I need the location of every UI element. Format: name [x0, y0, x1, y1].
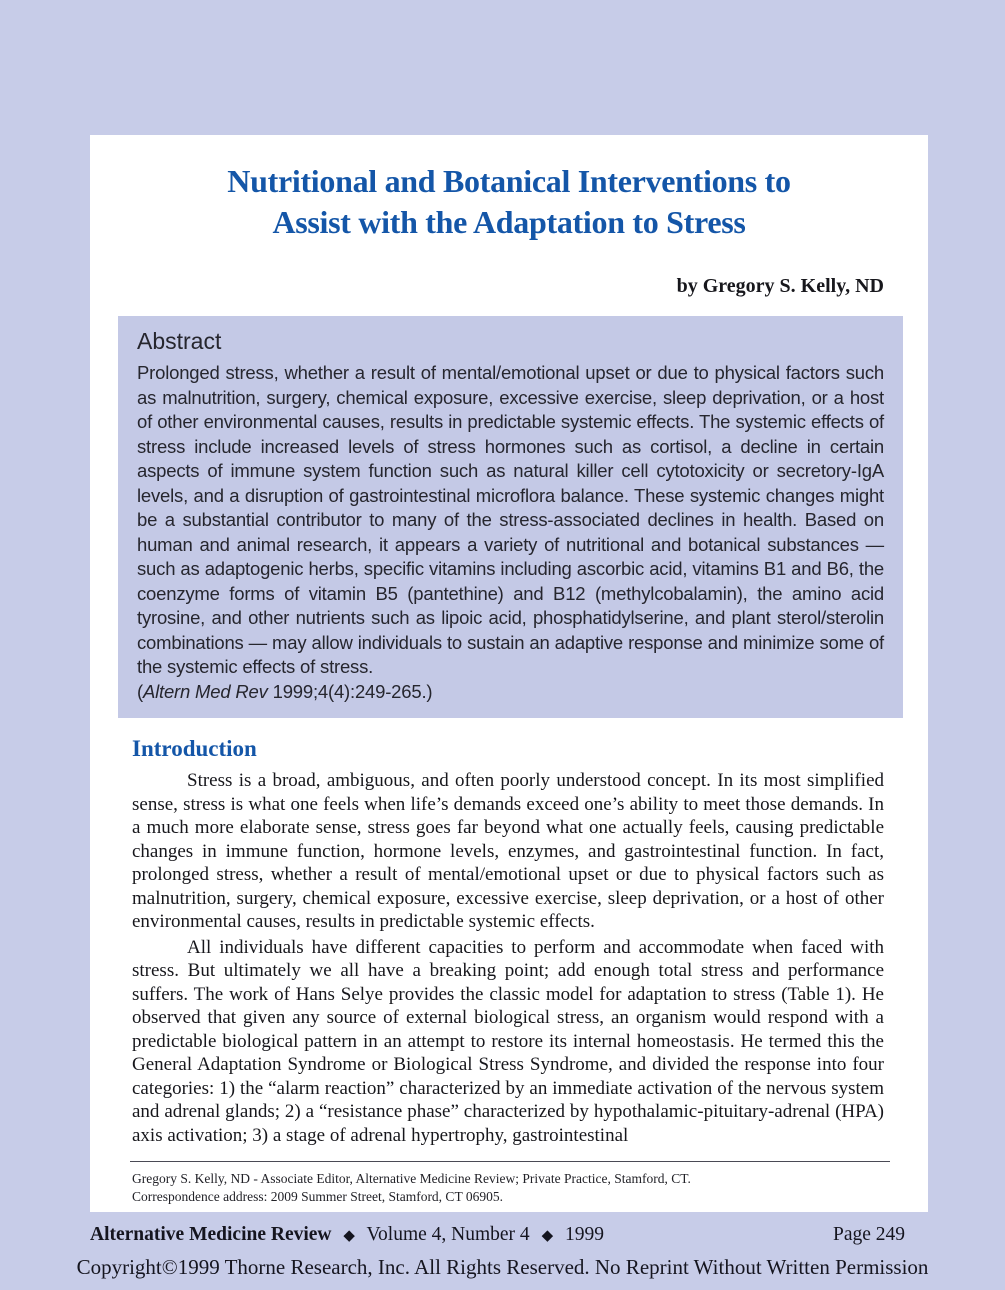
- journal-name: Alternative Medicine Review: [90, 1224, 332, 1245]
- journal-footer: [90, 1224, 905, 1246]
- abstract-box: [118, 316, 903, 718]
- citation-open-paren: (: [137, 680, 143, 702]
- article-title-line2: Assist with the Adaptation to Stress: [272, 204, 746, 240]
- journal-year: 1999: [564, 1224, 604, 1245]
- article-title-line1: Nutritional and Botanical Interventions to: [227, 163, 791, 199]
- article-byline: by Gregory S. Kelly, ND: [676, 275, 884, 297]
- article-sheet: [90, 135, 928, 1212]
- article-title: [120, 161, 898, 243]
- page-number: Page 249: [832, 1224, 905, 1245]
- footnote-divider: [130, 1161, 890, 1162]
- journal-footer-left: [90, 1224, 604, 1246]
- diamond-icon: ◆: [541, 1228, 554, 1244]
- copyright-line: Copyright©1999 Thorne Research, Inc. All Rights Reserved. No Reprint Without Written Permission: [76, 1255, 929, 1279]
- diamond-icon: ◆: [343, 1228, 355, 1244]
- citation-journal-name: Altern Med Rev: [142, 680, 268, 702]
- author-footnote: [132, 1170, 884, 1206]
- abstract-citation: [137, 680, 884, 705]
- footnote-line-1: Gregory S. Kelly, ND - Associate Editor, Alternative Medicine Review; Private Practice, Stamford, CT.: [132, 1171, 691, 1186]
- abstract-heading: Abstract: [137, 328, 222, 354]
- intro-paragraph-1: Stress is a broad, ambiguous, and often poorly understood concept. In its most simplified sense, stress is what one feels when life’s demands exceed one’s ability to meet those demands. In a much more elaborate sense, stress goes far beyond what one actually feels, causing predictable changes in immune function, hormone levels, enzymes, and gastrointestinal function. In fact, prolonged stress, whether a result of mental/emotional upset or due to physical factors such as malnutrition, surgery, chemical exposure, excessive exercise, sleep deprivation, or a host of other environmental causes, results in predictable systemic effects.: [132, 770, 884, 932]
- intro-paragraph-2: All individuals have different capacities to perform and accommodate when faced with stress. But ultimately we all have a breaking point; add enough total stress and performance suffers. The work of Hans Selye provides the classic model for adaptation to stress (Table 1). He observed that given any source of external biological stress, an organism would respond with a predictable biological pattern in an attempt to restore its internal homeostasis. He termed this the General Adaptation Syndrome or Biological Stress Syndrome, and divided the response into four categories: 1) the “alarm reaction” characterized by an immediate activation of the nervous system and adrenal glands; 2) a “resistance phase” characterized by hypothalamic-pituitary-adrenal (HPA) axis activation; 3) a stage of adrenal hypertrophy, gastrointestinal: [132, 936, 884, 1146]
- section-heading-introduction: Introduction: [132, 736, 257, 761]
- abstract-text: Prolonged stress, whether a result of mental/emotional upset or due to physical factors such as malnutrition, surgery, chemical exposure, excessive exercise, sleep deprivation, or a host of other environmental causes, results in predictable systemic effects. The systemic effects of stress include increased levels of stress hormones such as cortisol, a decline in certain aspects of immune system function such as natural killer cell cytotoxicity or secretory-IgA levels, and a disruption of gastrointestinal microflora balance. These systemic changes might be a substantial contributor to many of the stress-associated declines in health. Based on human and animal research, it appears a variety of nutritional and botanical substances — such as adaptogenic herbs, specific vitamins including ascorbic acid, vitamins B1 and B6, the coenzyme forms of vitamin B5 (pantethine) and B12 (methylcobalamin), the amino acid tyrosine, and other nutrients such as lipoic acid, phosphatidylserine, and plant sterol/sterolin combinations — may allow individuals to sustain an adaptive response and minimize some of the systemic effects of stress.: [137, 362, 884, 677]
- journal-issue: Volume 4, Number 4: [366, 1224, 530, 1245]
- footnote-line-2: Correspondence address: 2009 Summer Street, Stamford, CT 06905.: [132, 1189, 503, 1204]
- citation-volume-pages: 1999;4(4):249-265.): [267, 680, 433, 702]
